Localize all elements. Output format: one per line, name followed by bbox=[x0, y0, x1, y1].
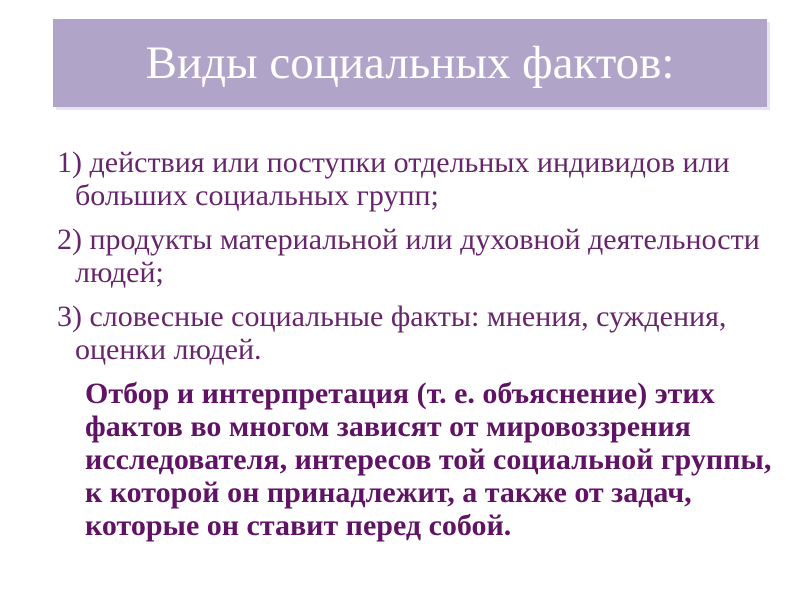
numbered-item bbox=[57, 300, 769, 366]
emphasis-line: фактов во многом зависят от мировоззрения bbox=[85, 410, 691, 443]
emphasis-line: Отбор и интерпретация (т. е. объяснение) этих bbox=[85, 377, 715, 410]
title-banner bbox=[53, 19, 767, 107]
slide-title: Виды социальных фактов: bbox=[145, 37, 675, 89]
item-line: 3) словесные социальные факты: мнения, суждения, bbox=[57, 300, 727, 333]
numbered-item bbox=[57, 223, 769, 289]
item-line: людей; bbox=[75, 256, 164, 289]
emphasis-line: исследователя, интересов той социальной группы, bbox=[85, 443, 772, 476]
emphasis-paragraph bbox=[57, 377, 772, 542]
item-line: больших социальных групп; bbox=[75, 179, 439, 212]
item-line: 1) действия или поступки отдельных индивидов или bbox=[57, 146, 730, 179]
emphasis-line: которые он ставит перед собой. bbox=[85, 509, 512, 542]
emphasis-line: к которой он принадлежит, а также от задач, bbox=[85, 476, 692, 509]
item-line: оценки людей. bbox=[75, 333, 262, 366]
numbered-item bbox=[57, 146, 769, 212]
slide-body bbox=[57, 146, 772, 542]
item-line: 2) продукты материальной или духовной деятельности bbox=[57, 223, 760, 256]
